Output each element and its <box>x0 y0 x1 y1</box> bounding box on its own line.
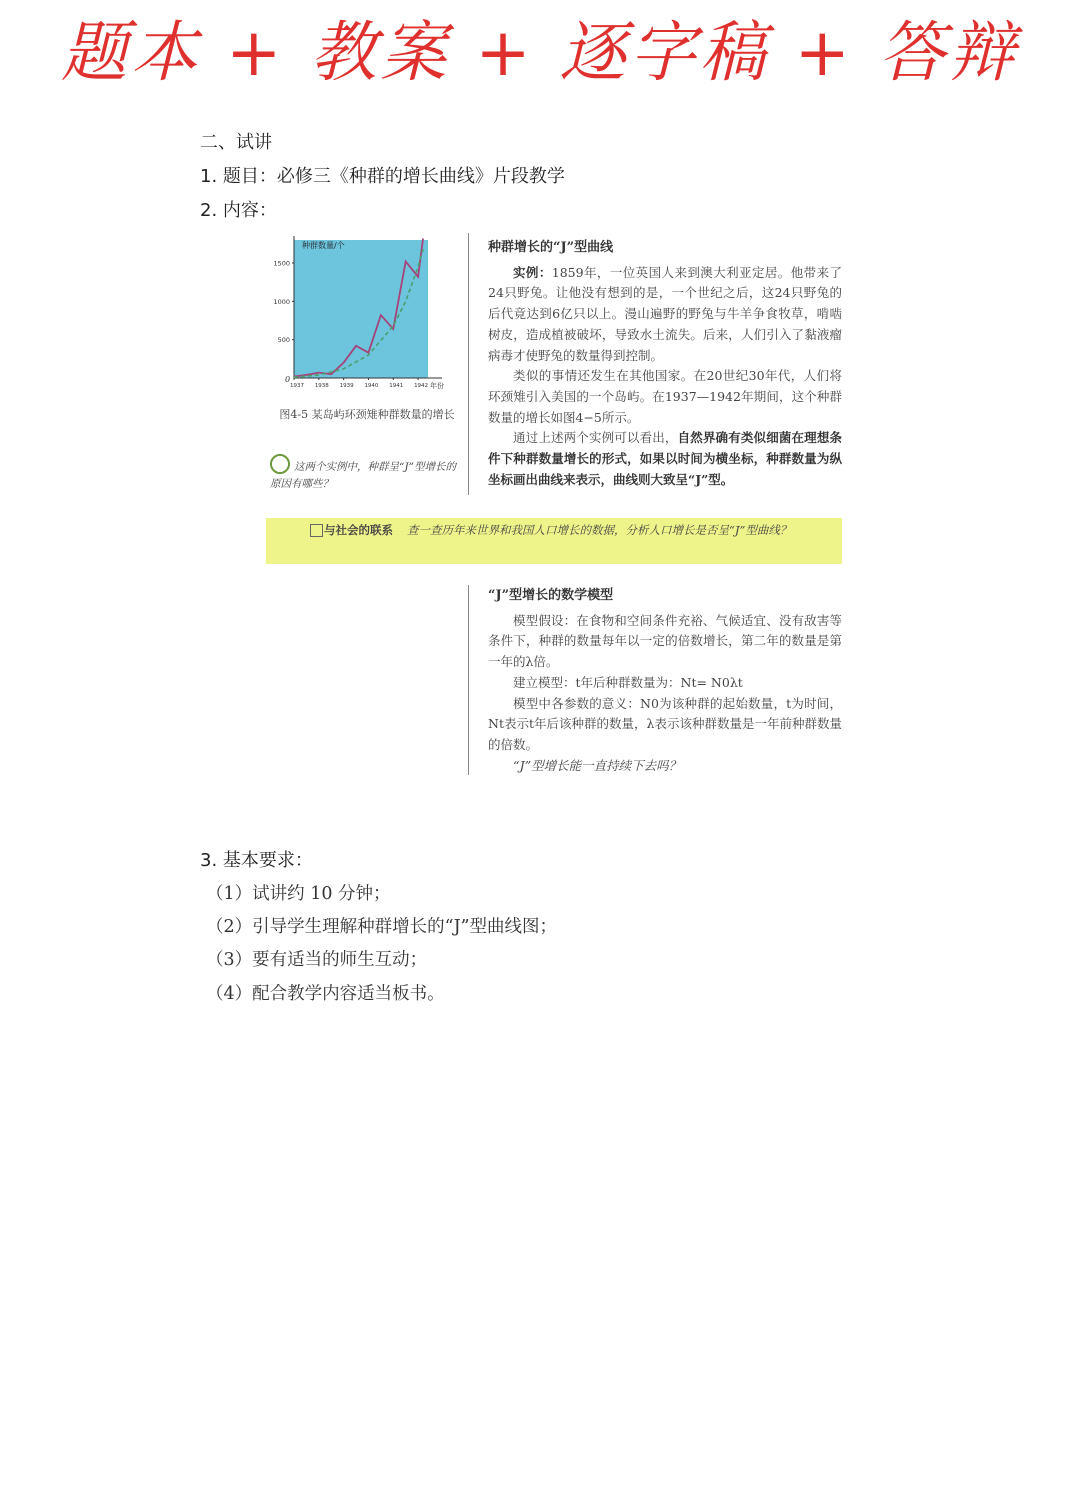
social-text: 查一查历年来世界和我国人口增长的数据，分析人口增长是否呈“J”型曲线？ <box>407 523 792 537</box>
requirement-item: （2）引导学生理解种群增长的“J”型曲线图； <box>206 917 558 937</box>
x-axis-label: 年份 <box>430 382 444 390</box>
paragraph: 建立模型：t年后种群数量为：Nt= N0λt <box>513 674 743 690</box>
j-curve-section <box>488 238 842 490</box>
x-tick-label: 1940 <box>364 383 379 389</box>
section-title: 二、试讲 <box>200 132 272 153</box>
paragraph <box>488 263 842 367</box>
x-tick-label: 1942 <box>414 383 429 389</box>
population-growth-chart <box>262 228 462 403</box>
paragraph: 模型假设：在食物和空间条件充裕、气候适宜、没有敌害等条件下，种群的数量每年以一定的倍数增长，第二年的数量是第一年的λ倍。 <box>488 612 842 670</box>
figure-caption: 图4-5 某岛屿环颈雉种群数量的增长 <box>279 408 455 421</box>
conclusion-text: 自然界确有类似细菌在理想条件下种群数量增长的形式，如果以时间为横坐标，种群数量为纵坐标画出曲线来表示，曲线则大致呈“J”型。 <box>488 430 842 487</box>
section-heading: 种群增长的“J”型曲线 <box>488 240 614 255</box>
column-divider <box>468 233 469 495</box>
social-connection-box <box>266 518 842 564</box>
x-tick-label: 1941 <box>389 383 404 389</box>
y-tick-label: 500 <box>277 336 290 345</box>
requirement-item: （4）配合教学内容适当板书。 <box>206 984 445 1004</box>
example-text: 1859年，一位英国人来到澳大利亚定居。他带来了24只野兔。让他没有想到的是，一个世纪之后，这24只野兔的后代竟达到6亿只以上。漫山遍野的野兔与牛羊争食牧草，啃啮树皮，造成植被破坏，导致水土流失。后来，人们引入了黏液瘤病毒才使野兔的数量得到控制。 <box>488 264 842 363</box>
y-tick-label: 1000 <box>273 297 290 306</box>
question-note <box>270 454 465 493</box>
column-divider <box>468 585 469 775</box>
x-tick-label: 1938 <box>314 383 329 389</box>
requirement-item: （1）试讲约 10 分钟； <box>206 884 391 904</box>
requirement-item: （3）要有适当的师生互动； <box>206 950 428 970</box>
y-axis-label: 种群数量/个 <box>302 241 345 250</box>
content-label: 2. 内容： <box>200 200 277 221</box>
paragraph: “J”型增长能一直持续下去吗？ <box>513 757 682 773</box>
paragraph: 模型中各参数的意义：N0为该种群的起始数量，t为时间，Nt表示t年后该种群的数量，λ表示该种群数量是一年前种群数量的倍数。 <box>488 695 842 752</box>
plot-background <box>294 240 428 378</box>
textbook-excerpt <box>262 228 852 788</box>
paragraph-lead: 通过上述两个实例可以看出， <box>513 430 678 446</box>
question-icon <box>270 454 290 474</box>
math-model-section <box>488 586 842 776</box>
origin-label: 0 <box>285 375 291 384</box>
x-tick-label: 1939 <box>339 383 354 389</box>
question-text: 这两个实例中，种群呈“J”型增长的原因有哪些？ <box>270 461 456 490</box>
section-heading: “J”型增长的数学模型 <box>488 588 614 603</box>
topic-line: 1. 题目：必修三《种群的增长曲线》片段教学 <box>200 166 565 187</box>
promo-banner: 题本 + 教案 + 逐字稿 + 答辩 <box>61 14 1019 91</box>
y-tick-label: 1500 <box>273 259 290 268</box>
social-label: 与社会的联系 <box>324 523 393 537</box>
paragraph: 类似的事情还发生在其他国家。在20世纪30年代，人们将环颈雉引入美国的一个岛屿。在1937—1942年期间，这个种群数量的增长如图4−5所示。 <box>488 368 842 425</box>
x-tick-label: 1937 <box>290 383 304 389</box>
note-icon <box>310 524 323 537</box>
requirements-title: 3. 基本要求： <box>200 850 313 871</box>
paragraph <box>488 428 842 490</box>
example-label: 实例： <box>513 264 552 280</box>
